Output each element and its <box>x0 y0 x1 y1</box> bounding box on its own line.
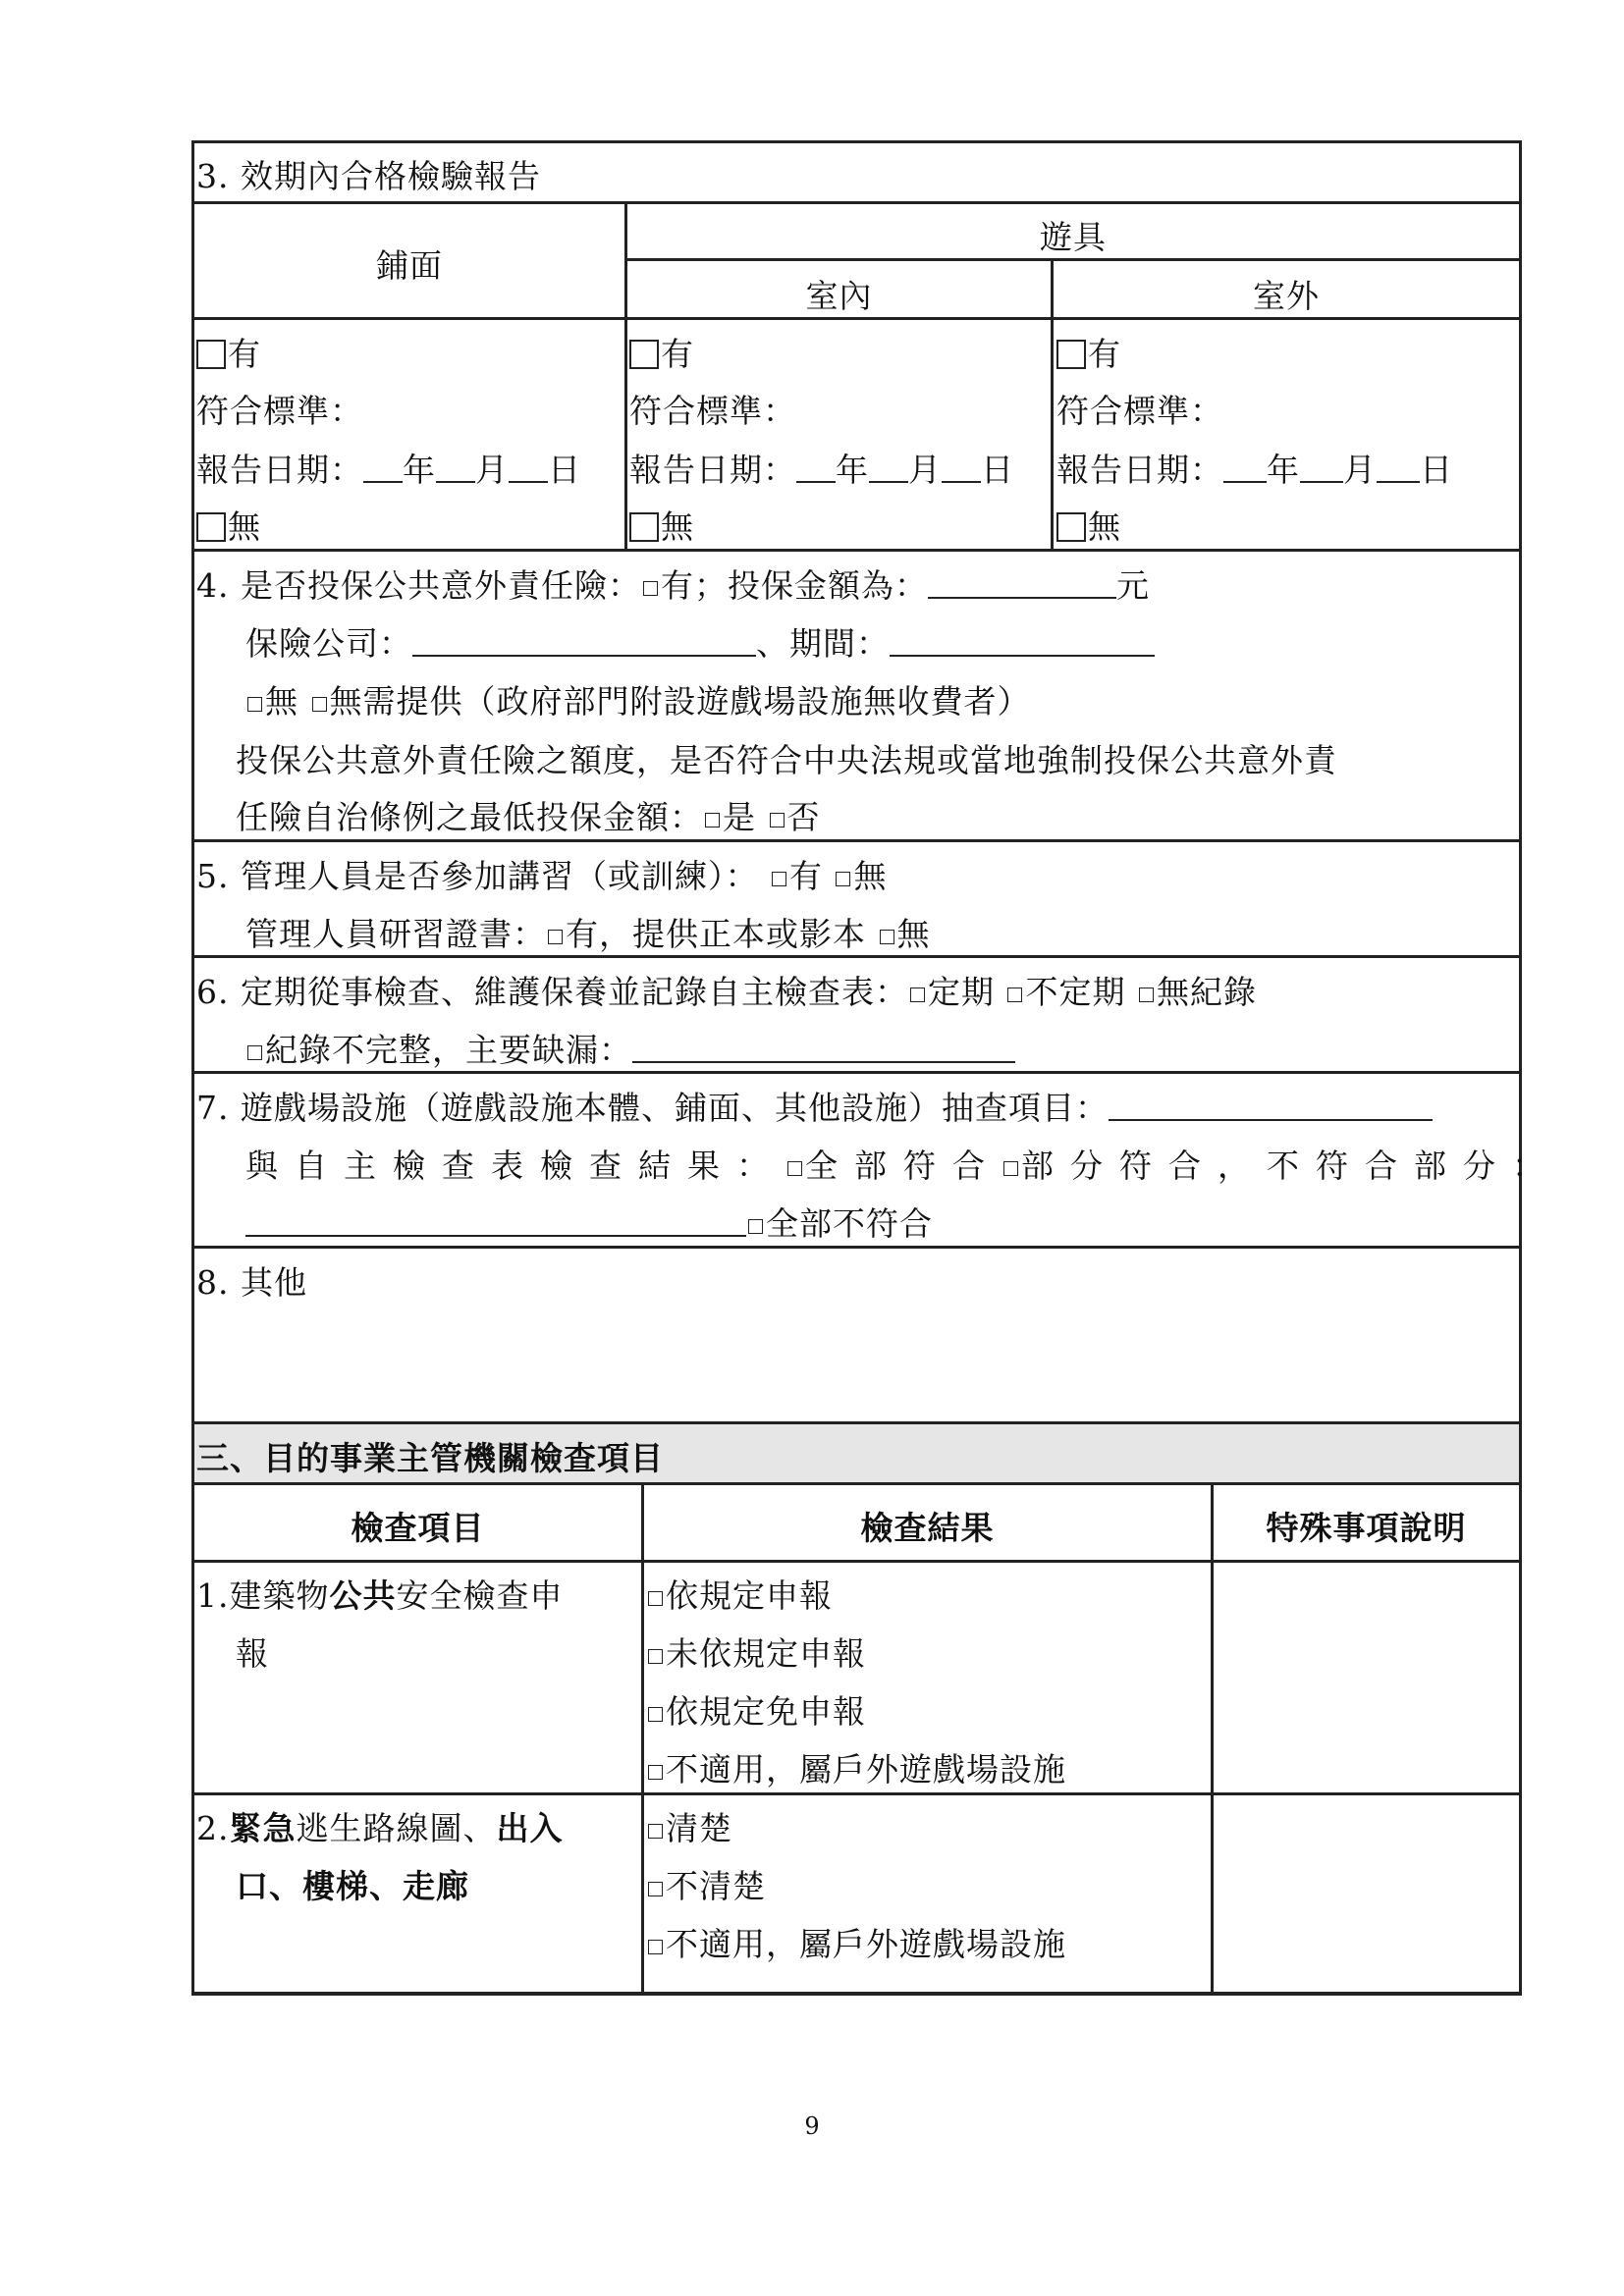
row-2-result-option[interactable]: 不適用，屬戶外遊戲場設施 <box>646 1925 1066 1964</box>
checkbox[interactable] <box>787 1161 802 1176</box>
checkbox[interactable] <box>705 813 720 828</box>
checkbox[interactable] <box>648 1707 663 1722</box>
row-1-item-line-2: 報 <box>236 1634 269 1673</box>
checkbox[interactable] <box>196 340 226 369</box>
col-outdoor-header: 室外 <box>1253 277 1320 315</box>
outdoor-no-option[interactable]: 無 <box>1056 507 1121 547</box>
row-1-result-option[interactable]: 未依規定申報 <box>646 1634 866 1674</box>
indoor-yes-option[interactable]: 有 <box>629 335 694 374</box>
checkbox[interactable] <box>770 813 785 828</box>
section-4-line-3: 無 無需提供（政府部門附設遊戲場設施無收費者） <box>245 682 1031 721</box>
surface-yes-option[interactable]: 有 <box>196 335 261 374</box>
row-1-result-option[interactable]: 不適用，屬戶外遊戲場設施 <box>646 1750 1066 1789</box>
surface-no-option[interactable]: 無 <box>196 507 261 547</box>
row-divider <box>191 955 1522 958</box>
checkbox[interactable] <box>648 1882 663 1896</box>
indoor-meets-standard: 符合標準： <box>629 392 796 430</box>
section-4-line-5: 任險自治條例之最低投保金額： 是 否 <box>236 798 821 836</box>
checkbox[interactable] <box>312 697 327 712</box>
row-2-result-option[interactable]: 不清楚 <box>646 1867 766 1906</box>
checkbox[interactable] <box>648 1824 663 1839</box>
col-divider <box>1211 1482 1214 1993</box>
checkbox[interactable] <box>648 1649 663 1664</box>
checkbox[interactable] <box>1007 988 1022 1002</box>
checkbox[interactable] <box>648 1591 663 1606</box>
section-5-line-1: 5. 管理人員是否參加講習（或訓練）： 有 無 <box>196 857 888 895</box>
col-note-header: 特殊事項說明 <box>1266 1509 1467 1547</box>
table-border <box>1519 140 1522 1995</box>
table-border <box>191 1992 1522 1996</box>
col-surface-header: 鋪面 <box>376 246 443 285</box>
section-7-line-2: 與自主檢查表檢查結果： 全部符合 部分符合，不符合部分： <box>245 1147 1561 1185</box>
section-7-line-3: 全部不符合 <box>245 1204 933 1244</box>
row-2-result-option[interactable]: 清楚 <box>646 1809 732 1848</box>
row-2-item-line-1: 2.緊急逃生路線圖、出入 <box>196 1809 564 1847</box>
row-divider <box>624 258 1522 261</box>
checkbox[interactable] <box>629 512 659 542</box>
section-4-line-1: 4. 是否投保公共意外責任險： 有；投保金額為： 元 <box>196 566 1150 605</box>
checkbox[interactable] <box>748 1219 763 1234</box>
row-1-result-option[interactable]: 依規定申報 <box>646 1576 833 1616</box>
section-8-title: 8. 其他 <box>196 1263 307 1302</box>
section-7-line-1: 7. 遊戲場設施（遊戲設施本體、鋪面、其他設施）抽查項目： <box>196 1089 1433 1128</box>
checkbox[interactable] <box>247 697 262 712</box>
section-4-line-4: 投保公共意外責任險之額度，是否符合中央法規或當地強制投保公共意外責 <box>236 741 1337 779</box>
surface-report-date: 報告日期： 年 月 日 <box>196 451 581 489</box>
row-divider <box>191 549 1522 552</box>
row-1-result-option[interactable]: 依規定免申報 <box>646 1692 866 1732</box>
row-1-item-line-1: 1.建築物公共安全檢查申 <box>196 1576 564 1615</box>
checkbox[interactable] <box>548 930 563 944</box>
checkbox[interactable] <box>643 581 658 596</box>
outdoor-meets-standard: 符合標準： <box>1056 392 1223 430</box>
section-5-line-2: 管理人員研習證書： 有，提供正本或影本 無 <box>245 915 931 953</box>
checkbox[interactable] <box>1056 512 1086 542</box>
checkbox[interactable] <box>1139 988 1154 1002</box>
row-2-item-line-2: 口、樓梯、走廊 <box>236 1867 469 1905</box>
row-divider <box>191 1482 1522 1485</box>
checkbox[interactable] <box>648 1765 663 1780</box>
checkbox[interactable] <box>196 512 226 542</box>
col-result-header: 檢查結果 <box>860 1509 995 1547</box>
checkbox[interactable] <box>836 872 850 886</box>
part-3-header: 三、目的事業主管機關檢查項目 <box>196 1439 664 1477</box>
row-divider <box>191 1421 1522 1424</box>
row-divider <box>191 1560 1522 1563</box>
row-divider <box>191 201 1522 204</box>
checkbox[interactable] <box>880 930 894 944</box>
section-6-line-2: 紀錄不完整，主要缺漏： <box>245 1031 1015 1070</box>
checkbox[interactable] <box>910 988 925 1002</box>
col-equipment-header: 遊具 <box>1040 218 1107 256</box>
col-indoor-header: 室內 <box>805 277 873 315</box>
row-divider <box>191 1071 1522 1074</box>
section-3-title: 3. 效期內合格檢驗報告 <box>196 157 541 195</box>
col-divider <box>641 1482 644 1993</box>
row-divider <box>191 839 1522 842</box>
outdoor-report-date: 報告日期： 年 月 日 <box>1056 451 1453 489</box>
table-border <box>191 140 1522 143</box>
checkbox[interactable] <box>1003 1161 1018 1176</box>
checkbox[interactable] <box>648 1940 663 1954</box>
section-6-line-1: 6. 定期從事檢查、維護保養並記錄自主檢查表： 定期 不定期 無紀錄 <box>196 973 1257 1011</box>
indoor-no-option[interactable]: 無 <box>629 507 694 547</box>
indoor-report-date: 報告日期： 年 月 日 <box>629 451 1014 489</box>
section-4-line-2: 保險公司： 、期間： <box>245 624 1155 664</box>
checkbox[interactable] <box>247 1045 262 1060</box>
row-divider <box>191 1246 1522 1249</box>
row-divider <box>191 1792 1522 1795</box>
row-divider <box>191 317 1522 320</box>
page-number: 9 <box>804 2112 820 2140</box>
col-item-header: 檢查項目 <box>351 1509 485 1547</box>
table-border <box>191 140 194 1995</box>
checkbox[interactable] <box>1056 340 1086 369</box>
checkbox[interactable] <box>629 340 659 369</box>
surface-meets-standard: 符合標準： <box>196 392 363 430</box>
outdoor-yes-option[interactable]: 有 <box>1056 335 1121 374</box>
checkbox[interactable] <box>772 872 786 886</box>
